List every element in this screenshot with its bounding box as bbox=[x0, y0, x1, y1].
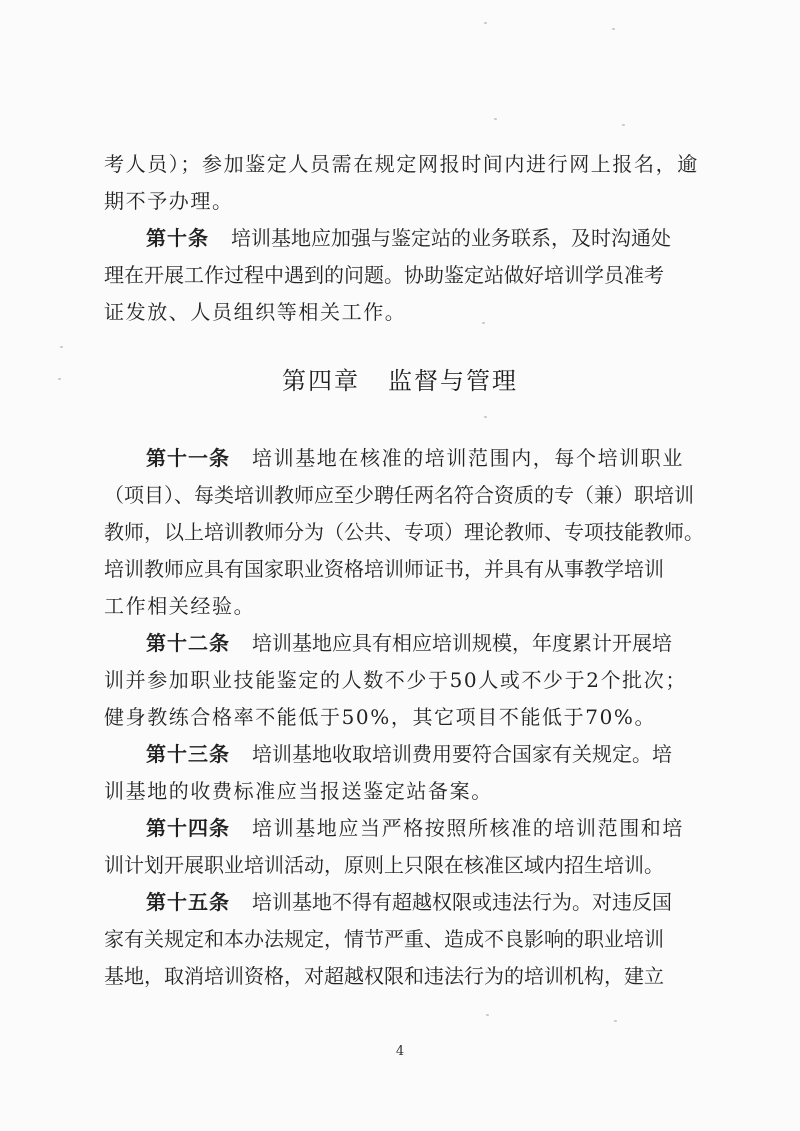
article-14-line bbox=[146, 814, 704, 842]
body-line: 证发放、人员组织等相关工作。 bbox=[104, 300, 407, 324]
body-line: 健身教练合格率不能低于50%，其它项目不能低于70%。 bbox=[104, 705, 657, 729]
scan-speck bbox=[484, 416, 487, 418]
body-line: 培训教师应具有国家职业资格培训师证书，并具有从事教学培训 bbox=[104, 557, 664, 581]
body-line: 训基地的收费标准应当报送鉴定站备案。 bbox=[104, 779, 493, 803]
scan-speck bbox=[612, 28, 615, 30]
article-label: 第十四条 bbox=[146, 816, 230, 840]
article-text: 培训基地在核准的培训范围内，每个培训职业 bbox=[252, 446, 684, 470]
body-line: 家有关规定和本办法规定，情节严重、造成不良影响的职业培训 bbox=[104, 927, 664, 951]
body-line: 期不予办理。 bbox=[104, 189, 234, 213]
body-line: 考人员）；参加鉴定人员需在规定网报时间内进行网上报名，逾 bbox=[104, 152, 699, 176]
article-text: 培训基地应具有相应培训规模，年度累计开展培 bbox=[252, 631, 672, 655]
article-label: 第十一条 bbox=[146, 446, 230, 470]
chapter-title: 监督与管理 bbox=[388, 367, 518, 395]
article-label: 第十二条 bbox=[146, 631, 230, 655]
article-text: 培训基地应当严格按照所核准的培训范围和培 bbox=[252, 816, 684, 840]
scan-speck bbox=[60, 346, 63, 348]
article-text: 培训基地收取培训费用要符合国家有关规定。培 bbox=[252, 742, 672, 766]
page-number: 4 bbox=[395, 1044, 405, 1059]
article-11-line bbox=[146, 444, 704, 472]
article-text: 培训基地不得有超越权限或违法行为。对违反国 bbox=[252, 890, 672, 914]
scan-speck bbox=[614, 1020, 617, 1022]
body-line: 基地，取消培训资格，对超越权限和违法行为的培训机构，建立 bbox=[104, 964, 664, 988]
body-line: 教师，以上培训教师分为（公共、专项）理论教师、专项技能教师。 bbox=[104, 520, 704, 544]
article-label: 第十五条 bbox=[146, 890, 230, 914]
scan-speck bbox=[622, 124, 625, 126]
body-line: 训计划开展职业培训活动，原则上只限在核准区域内招生培训。 bbox=[104, 853, 664, 877]
article-12-line bbox=[146, 629, 704, 657]
scan-speck bbox=[494, 118, 497, 120]
body-line: （项目）、每类培训教师应至少聘任两名符合资质的专（兼）职培训 bbox=[104, 483, 694, 507]
article-text: 培训基地应加强与鉴定站的业务联系，及时沟通处 bbox=[231, 226, 671, 250]
article-label: 第十三条 bbox=[146, 742, 230, 766]
body-line: 工作相关经验。 bbox=[104, 594, 256, 618]
scan-speck bbox=[486, 1014, 489, 1016]
article-10-line bbox=[146, 224, 704, 252]
chapter-number: 第四章 bbox=[282, 367, 360, 395]
article-13-line bbox=[146, 740, 704, 768]
article-15-line bbox=[146, 888, 704, 916]
article-label: 第十条 bbox=[146, 226, 209, 250]
body-line: 理在开展工作过程中遇到的问题。协助鉴定站做好培训学员准考 bbox=[104, 263, 664, 287]
chapter-heading bbox=[0, 366, 800, 396]
scan-speck bbox=[484, 22, 487, 24]
body-line: 训并参加职业技能鉴定的人数不少于50人或不少于2个批次； bbox=[104, 668, 687, 692]
